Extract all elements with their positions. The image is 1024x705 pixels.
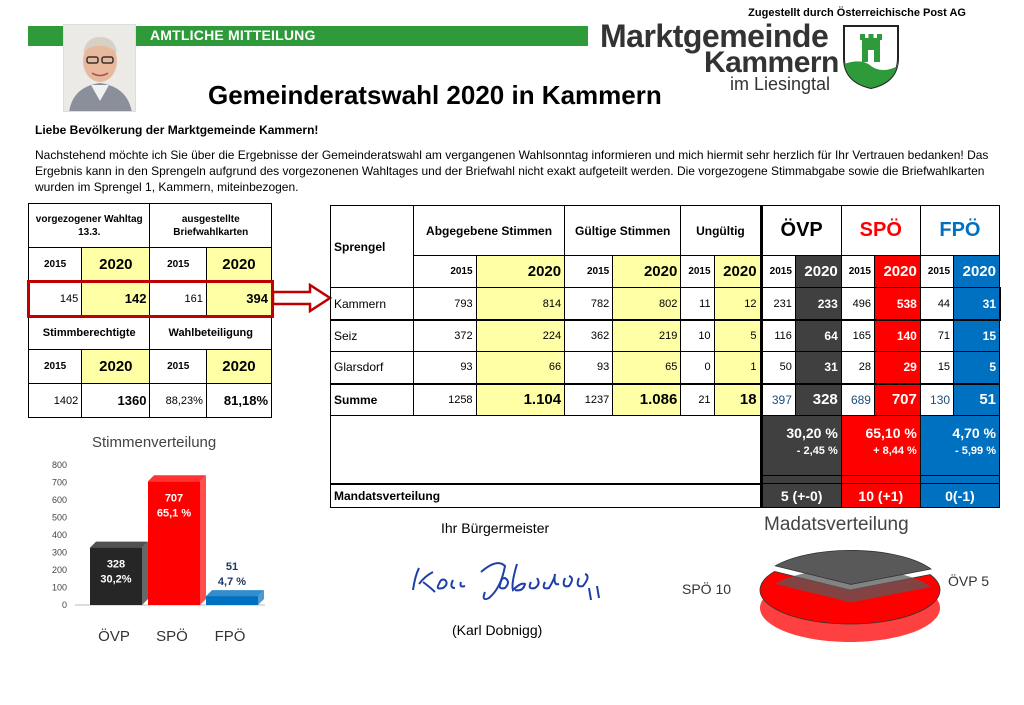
pie-label: SPÖ 10 <box>682 581 732 597</box>
bar-value-label: 328 <box>106 558 126 571</box>
cell: 689 <box>841 384 874 416</box>
cell: 51 <box>954 384 1000 416</box>
year-2015: 2015 <box>920 256 953 288</box>
y-tick-label: 500 <box>51 512 67 523</box>
bar-value-label: 51 <box>225 561 239 574</box>
year-2020: 2020 <box>874 256 920 288</box>
cell: 93 <box>414 352 477 384</box>
brand-line2: Kammern <box>704 46 839 79</box>
signature-name: (Karl Dobnigg) <box>452 622 543 638</box>
year-2015: 2015 <box>761 256 795 288</box>
bar-top <box>206 590 264 596</box>
header-spoe: SPÖ <box>841 206 920 256</box>
pct-fpoe <box>920 416 999 476</box>
year-2020: 2020 <box>206 350 271 384</box>
category-label: SPÖ <box>156 628 188 645</box>
bar-chart <box>20 430 300 660</box>
bar-side <box>142 542 148 605</box>
cell: 11 <box>681 288 714 320</box>
header-sprengel: Sprengel <box>331 206 414 288</box>
turnout-2020: 81,18% <box>206 384 271 418</box>
cell: 44 <box>920 288 953 320</box>
early-2020: 142 <box>82 282 150 316</box>
header-eligible: Stimmberechtigte <box>29 316 150 350</box>
mandates-oevp: 5 (+-0) <box>761 484 841 508</box>
bar-value-label: 707 <box>164 492 184 505</box>
cell: 328 <box>795 384 841 416</box>
turnout-2015: 88,23% <box>150 384 206 418</box>
results-table <box>330 205 1000 508</box>
year-2020: 2020 <box>476 256 565 288</box>
banner-text: AMTLICHE MITTEILUNG <box>150 27 316 43</box>
early-2015: 145 <box>29 282 82 316</box>
header-oevp: ÖVP <box>761 206 841 256</box>
mandates-fpoe: 0(-1) <box>920 484 999 508</box>
cell: 116 <box>761 320 795 352</box>
header-invalid: Ungültig <box>681 206 761 256</box>
cell: 362 <box>565 320 613 352</box>
header-mandates: Mandatsverteilung <box>331 484 762 508</box>
cell: 15 <box>954 320 1000 352</box>
post-note: Zugestellt durch Österreichische Post AG <box>748 7 966 19</box>
intro-paragraph: Nachstehend möchte ich Sie über die Ergebnisse der Gemeinderatswahl am vergangenen Wahlsonntag informieren und mich hiermit sehr herzlich für Ihr Vertrauen bedanken! Das Ergebnis kann in den Sprengeln aufgrund des vorgezonenen Wahltages und der Briefwahl nicht exakt aufgeteilt werden. Die vorgezogene Stimmabgabe sowie die Briefwahlkarten wurden im Sprengel 1, Kammern, miteinbezogen. <box>35 148 989 194</box>
spacer <box>841 476 920 484</box>
pct-diff: + 8,44 % <box>873 445 917 457</box>
header-postal-votes: ausgestellte Briefwahlkarten <box>150 204 272 248</box>
header-turnout: Wahlbeteiligung <box>150 316 272 350</box>
cell: 793 <box>414 288 477 320</box>
row-name: Kammern <box>331 288 414 320</box>
arrow-icon <box>272 283 332 318</box>
cell: 5 <box>714 320 761 352</box>
spacer <box>761 476 841 484</box>
year-2020: 2020 <box>82 248 150 282</box>
turnout-table <box>28 203 272 418</box>
spacer <box>920 476 999 484</box>
cell: 496 <box>841 288 874 320</box>
cell: 1.104 <box>476 384 565 416</box>
cell: 1258 <box>414 384 477 416</box>
pie-chart <box>660 510 1010 660</box>
header-fpoe: FPÖ <box>920 206 999 256</box>
pie-chart-title: Madatsverteilung <box>764 514 909 535</box>
y-tick-label: 300 <box>51 547 67 558</box>
year-2015: 2015 <box>841 256 874 288</box>
cell: 31 <box>954 288 1000 320</box>
pct-diff: - 5,99 % <box>955 445 996 457</box>
bar-top <box>148 475 206 481</box>
cell: 31 <box>795 352 841 384</box>
cell: 1.086 <box>613 384 681 416</box>
pct-diff: - 2,45 % <box>796 445 838 457</box>
cell: 71 <box>920 320 953 352</box>
cell: 18 <box>714 384 761 416</box>
bar-top <box>90 542 148 548</box>
header-valid: Gültige Stimmen <box>565 206 681 256</box>
bar-pct-label: 30,2% <box>100 573 132 586</box>
cell: 1237 <box>565 384 613 416</box>
cell: 130 <box>920 384 953 416</box>
category-label: FPÖ <box>214 628 246 645</box>
cell: 5 <box>954 352 1000 384</box>
cell: 12 <box>714 288 761 320</box>
y-tick-label: 800 <box>51 460 67 470</box>
pie-chart-svg <box>660 510 1010 660</box>
pct-spoe <box>841 416 920 476</box>
y-tick-label: 700 <box>51 477 67 488</box>
brand-line3: im Liesingtal <box>730 74 831 94</box>
signature-image <box>405 548 605 613</box>
y-tick-label: 0 <box>61 600 67 610</box>
row-name: Seiz <box>331 320 414 352</box>
eligible-2020: 1360 <box>82 384 150 418</box>
mandates-spoe: 10 (+1) <box>841 484 920 508</box>
cell: 65 <box>613 352 681 384</box>
pct-value: 30,20 % <box>786 425 838 441</box>
year-2015: 2015 <box>681 256 714 288</box>
year-2015: 2015 <box>150 248 206 282</box>
cell: 224 <box>476 320 565 352</box>
postal-2020: 394 <box>206 282 271 316</box>
row-name: Glarsdorf <box>331 352 414 384</box>
page-title: Gemeinderatswahl 2020 in Kammern <box>208 80 662 110</box>
brand-line1: Marktgemeinde <box>600 18 829 54</box>
cell: 814 <box>476 288 565 320</box>
cell: 1 <box>714 352 761 384</box>
greeting: Liebe Bevölkerung der Marktgemeinde Kammern! <box>35 123 319 137</box>
category-label: ÖVP <box>98 628 130 645</box>
cell: 231 <box>761 288 795 320</box>
cell: 233 <box>795 288 841 320</box>
pct-value: 65,10 % <box>865 425 917 441</box>
blank-cell <box>331 416 762 484</box>
year-2015: 2015 <box>29 350 82 384</box>
cell: 64 <box>795 320 841 352</box>
y-tick-label: 100 <box>51 582 67 593</box>
cell: 165 <box>841 320 874 352</box>
year-2015: 2015 <box>414 256 477 288</box>
intro-text <box>35 122 995 195</box>
cell: 707 <box>874 384 920 416</box>
year-2015: 2015 <box>150 350 206 384</box>
cell: 782 <box>565 288 613 320</box>
cell: 10 <box>681 320 714 352</box>
bar-chart-svg <box>20 430 300 660</box>
cell: 93 <box>565 352 613 384</box>
cell: 29 <box>874 352 920 384</box>
cell: 397 <box>761 384 795 416</box>
cell: 15 <box>920 352 953 384</box>
cell: 802 <box>613 288 681 320</box>
header-early-vote: vorgezogener Wahltag 13.3. <box>29 204 150 248</box>
row-name: Summe <box>331 384 414 416</box>
year-2015: 2015 <box>29 248 82 282</box>
pie-label: ÖVP 5 <box>948 573 989 589</box>
bar-side <box>200 475 206 605</box>
bar-pct-label: 4,7 % <box>217 576 247 589</box>
y-tick-label: 200 <box>51 565 67 575</box>
year-2020: 2020 <box>954 256 1000 288</box>
signature-script: Karl Dobnigg <box>405 548 411 549</box>
bar-chart-title: Stimmenverteilung <box>92 434 217 451</box>
cell: 538 <box>874 288 920 320</box>
year-2020: 2020 <box>82 350 150 384</box>
pct-value: 4,70 % <box>952 425 996 441</box>
header-cast: Abgegebene Stimmen <box>414 206 565 256</box>
cell: 66 <box>476 352 565 384</box>
y-tick-label: 400 <box>51 530 67 540</box>
coat-of-arms-icon <box>842 24 900 95</box>
cell: 50 <box>761 352 795 384</box>
cell: 372 <box>414 320 477 352</box>
mayor-photo <box>63 24 136 112</box>
cell: 219 <box>613 320 681 352</box>
year-2020: 2020 <box>206 248 271 282</box>
bar-pct-label: 65,1 % <box>156 507 192 520</box>
cell: 140 <box>874 320 920 352</box>
bar <box>206 596 258 605</box>
postal-2015: 161 <box>150 282 206 316</box>
eligible-2015: 1402 <box>29 384 82 418</box>
cell: 28 <box>841 352 874 384</box>
signature-label: Ihr Bürgermeister <box>441 520 550 536</box>
year-2020: 2020 <box>714 256 761 288</box>
year-2020: 2020 <box>613 256 681 288</box>
pct-oevp <box>761 416 841 476</box>
cell: 21 <box>681 384 714 416</box>
year-2015: 2015 <box>565 256 613 288</box>
y-tick-label: 600 <box>51 495 67 505</box>
cell: 0 <box>681 352 714 384</box>
year-2020: 2020 <box>795 256 841 288</box>
